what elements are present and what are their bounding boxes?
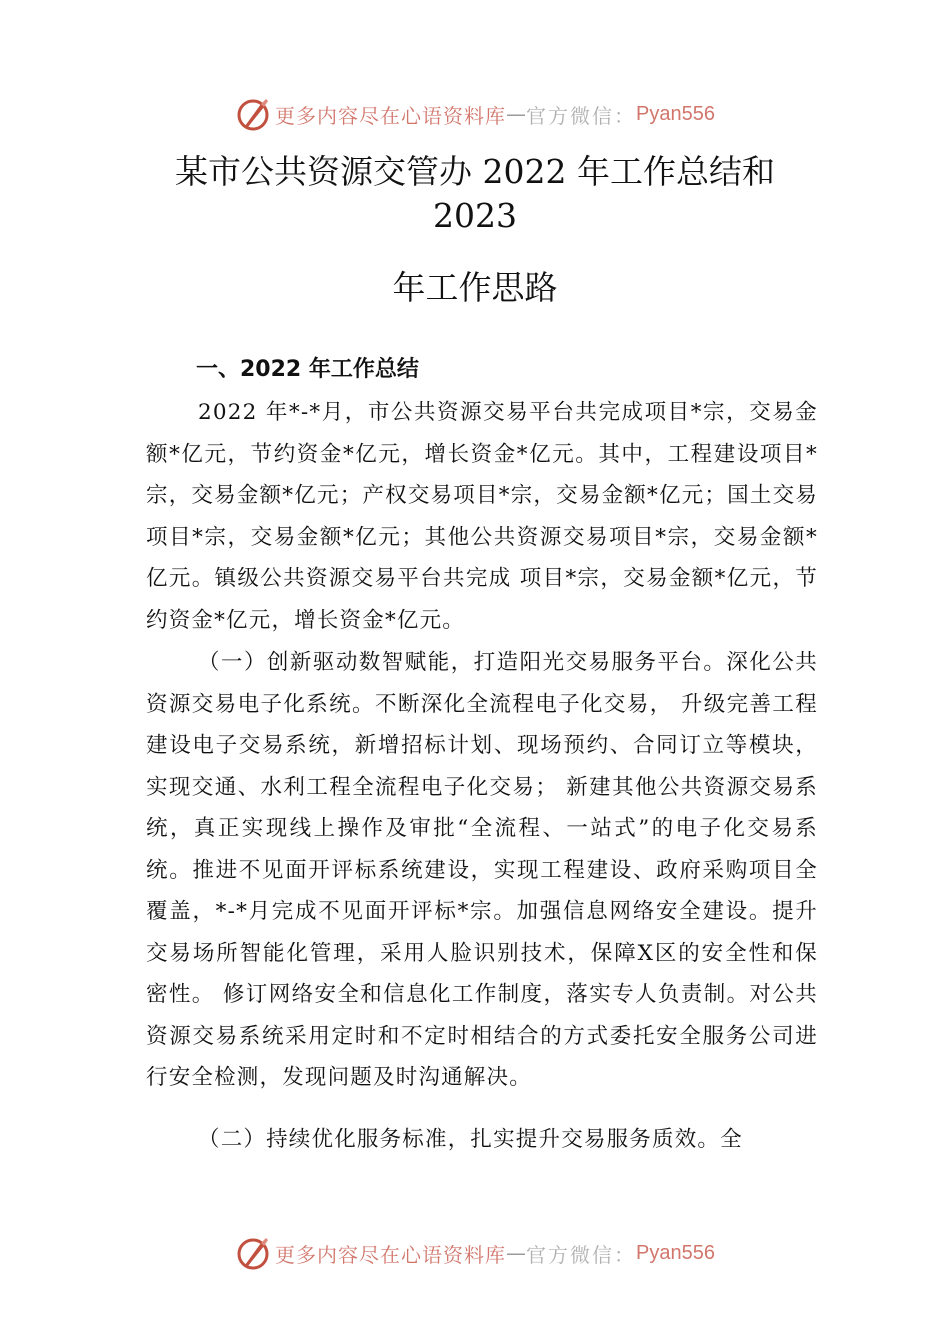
watermark-footer [0, 1235, 950, 1271]
watermark-separator: — [506, 1241, 527, 1265]
paragraph-section-1: （一）创新驱动数智赋能，打造阳光交易服务平台。深化公共资源交易电子化系统。不断深化全流程电子化交易， 升级完善工程建设电子交易系统，新增招标计划、现场预约、合同订立等模块，实现交通、水利工程全流程电子化交易； 新建其他公共资源交易系统，真正实现线上操作及审批“全流程、一站式”的电子化交易系统。推进不见面开评标系统建设，实现工程建设、政府采购项目全覆盖，*-*月完成不见面开评标*宗。加强信息网络安全建设。提升交易场所智能化管理，采用人脸识别技术，保障X区的安全性和保密性。 修订网络安全和信息化工作制度，落实专人负责制。对公共资源交易系统采用定时和不定时相结合的方式委托安全服务公司进行安全检测，发现问题及时沟通解决。 [146, 650, 818, 1090]
watermark-label: 官方微信： [526, 103, 637, 128]
paragraph-summary: 2022 年*-*月，市公共资源交易平台共完成项目*宗，交易金额*亿元，节约资金*亿元，增长资金*亿元。其中，工程建设项目*宗，交易金额*亿元；产权交易项目*宗，交易金额*亿元；国土交易项目*宗，交易金额*亿元；其他公共资源交易项目*宗，交易金额*亿元。镇级公共资源交易平台共完成 项目*宗，交易金额*亿元，节约资金*亿元，增长资金*亿元。 [146, 400, 818, 633]
section-heading: 一、2022 年工作总结 [196, 357, 419, 382]
watermark-id: Pyan556 [636, 102, 715, 125]
title-line-3: 年工作思路 [392, 268, 558, 307]
watermark-label: 官方微信： [526, 1242, 637, 1267]
watermark-separator: — [506, 102, 527, 126]
watermark-header [0, 96, 950, 132]
quill-pen-circle-logo-icon [235, 96, 271, 132]
paragraph-section-2: （二）持续优化服务标准，扎实提升交易服务质效。全 [198, 1127, 743, 1152]
title-line-2: 2023 [433, 196, 517, 235]
watermark-text: 更多内容尽在心语资料库 [275, 103, 507, 128]
watermark-id: Pyan556 [636, 1241, 715, 1264]
quill-pen-circle-logo-icon [235, 1235, 271, 1271]
document-title [140, 150, 810, 310]
watermark-text: 更多内容尽在心语资料库 [275, 1242, 507, 1267]
title-line-1: 某市公共资源交管办 2022 年工作总结和 [175, 152, 775, 191]
